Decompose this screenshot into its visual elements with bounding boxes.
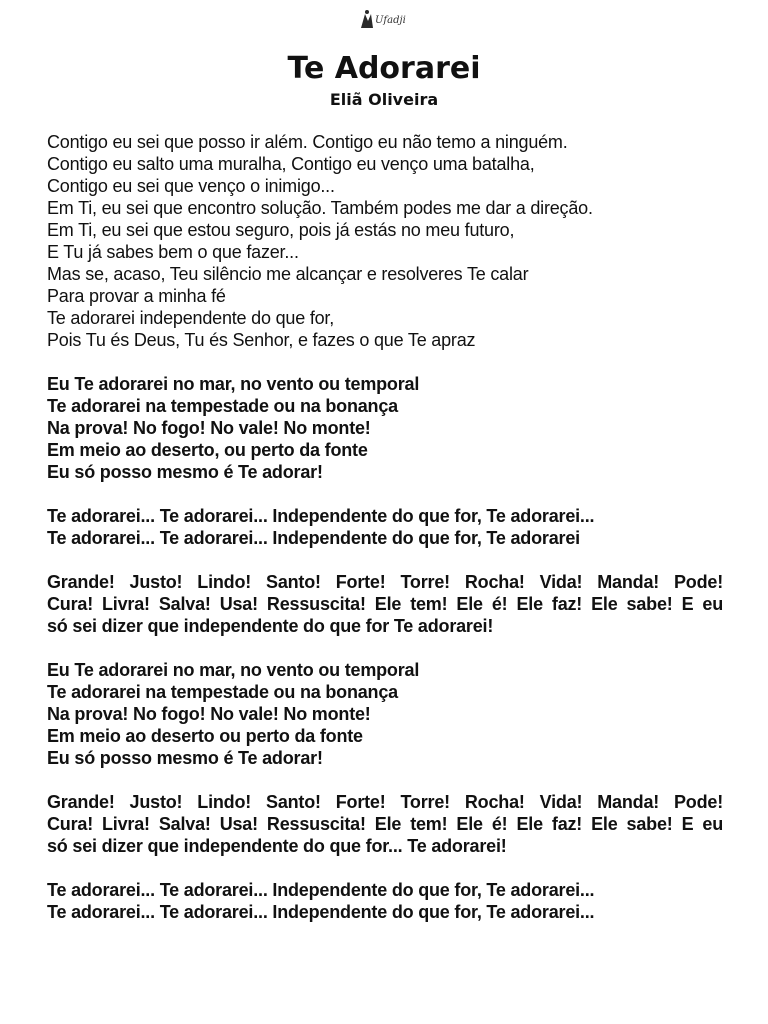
lyric-line: Eu Te adorarei no mar, no vento ou temporal [47, 660, 420, 680]
lyrics [47, 131, 723, 945]
lyric-line: Em Ti, eu sei que encontro solução. Também podes me dar a direção. [47, 198, 593, 218]
lyric-line: Cura! Livra! Salva! Usa! Ressuscita! Ele tem! Ele é! Ele faz! Ele sabe! E eu [47, 814, 723, 834]
lyric-line: só sei dizer que independente do que for Te adorarei! [47, 616, 494, 636]
lyric-line: Contigo eu salto uma muralha, Contigo eu venço uma batalha, [47, 154, 535, 174]
stanza-2 [47, 373, 723, 483]
stanza-3 [47, 505, 723, 549]
lyric-line: Pois Tu és Deus, Tu és Senhor, e fazes o que Te apraz [47, 330, 476, 350]
lyric-line: Eu Te adorarei no mar, no vento ou temporal [47, 374, 420, 394]
lyric-line: Para provar a minha fé [47, 286, 226, 306]
lyric-line: Na prova! No fogo! No vale! No monte! [47, 418, 371, 438]
logo-text: Ufadji [375, 15, 406, 26]
lyric-line: Te adorarei independente do que for, [47, 308, 335, 328]
lyric-line: Na prova! No fogo! No vale! No monte! [47, 704, 371, 724]
lyric-line: Te adorarei... Te adorarei... Independente do que for, Te adorarei... [47, 902, 595, 922]
site-logo [357, 8, 411, 32]
lyric-line: Grande! Justo! Lindo! Santo! Forte! Torre! Rocha! Vida! Manda! Pode! [47, 792, 723, 812]
song-author: Eliã Oliveira [329, 90, 439, 109]
stanza-7 [47, 879, 723, 923]
lyric-line: Contigo eu sei que posso ir além. Contigo eu não temo a ninguém. [47, 132, 568, 152]
lyric-line: Cura! Livra! Salva! Usa! Ressuscita! Ele tem! Ele é! Ele faz! Ele sabe! E eu [47, 594, 723, 614]
lyric-line: Eu só posso mesmo é Te adorar! [47, 462, 323, 482]
lyric-line: E Tu já sabes bem o que fazer... [47, 242, 299, 262]
stanza-1 [47, 131, 723, 351]
lyric-line: Te adorarei... Te adorarei... Independente do que for, Te adorarei... [47, 880, 595, 900]
lyric-line: Eu só posso mesmo é Te adorar! [47, 748, 323, 768]
song-title: Te Adorarei [287, 51, 481, 86]
lyric-line: Em meio ao deserto ou perto da fonte [47, 726, 363, 746]
lyric-line: Te adorarei na tempestade ou na bonança [47, 396, 398, 416]
lyric-line: Grande! Justo! Lindo! Santo! Forte! Torre! Rocha! Vida! Manda! Pode! [47, 572, 723, 592]
stanza-6 [47, 791, 723, 857]
lyric-line: Em Ti, eu sei que estou seguro, pois já estás no meu futuro, [47, 220, 515, 240]
lyric-line: Te adorarei na tempestade ou na bonança [47, 682, 398, 702]
stanza-4 [47, 571, 723, 637]
lyric-line: Mas se, acaso, Teu silêncio me alcançar e resolveres Te calar [47, 264, 529, 284]
stanza-5 [47, 659, 723, 769]
lyric-line: Em meio ao deserto, ou perto da fonte [47, 440, 368, 460]
lyric-line: só sei dizer que independente do que for... Te adorarei! [47, 836, 507, 856]
lyric-line: Te adorarei... Te adorarei... Independente do que for, Te adorarei [47, 528, 580, 548]
lyric-line: Contigo eu sei que venço o inimigo... [47, 176, 335, 196]
lyric-line: Te adorarei... Te adorarei... Independente do que for, Te adorarei... [47, 506, 595, 526]
ufadji-logo-icon [357, 8, 411, 32]
